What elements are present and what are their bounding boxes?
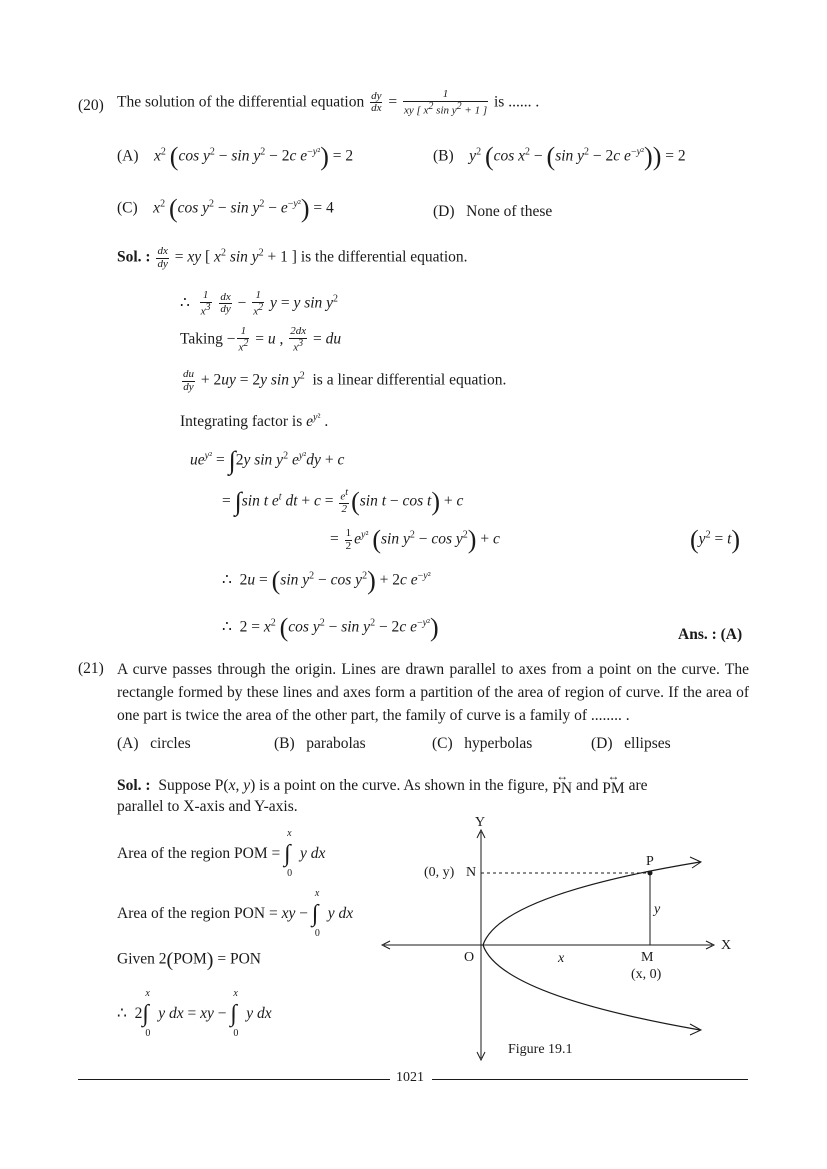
label-n-coord: (0, y) <box>424 865 455 880</box>
q21-given: Given 2(POM) = PON <box>117 949 261 971</box>
label-x-axis: X <box>721 938 732 953</box>
label-y-axis: Y <box>475 815 486 830</box>
q20-sol-line10: ∴ $2 = x^2$ (cos $y^2 - \sin y^2 - 2c$ $e^{-y^2}$) <box>222 613 439 642</box>
q20-option-b: (B) $y^2$ (cos $x^2 - (\sin$ $y^2 - 2c$ $e^{-y^2})) = 2$ <box>433 142 686 171</box>
q21-stem: A curve passes through the origin. Lines are drawn parallel to axes from a point on the curve. The rectangle formed by these lines and axes form a partition of the area of region of curve. If the area of one part is twice the area of the other part, the family of curve is a family of ........ . <box>117 661 749 724</box>
q20-substitution: $(y^2 = t)$ <box>690 525 741 554</box>
footer-rule-left <box>78 1079 390 1080</box>
q21-number: (21) <box>78 660 104 677</box>
footer-rule-right <box>432 1079 748 1080</box>
q20-option-d: (D) None of these <box>433 203 553 220</box>
q21-sol-line2: parallel to X-axis and Y-axis. <box>117 798 298 815</box>
q20-number: (20) <box>78 97 104 114</box>
page-number: 1021 <box>396 1070 424 1085</box>
q20-sol-line1: Sol. : $\frac{dx}{dy}$ = xy [ $x^2$ $\sin y^2 + 1$ ] is the differential equation. <box>117 245 468 270</box>
q20-stem: The solution of the differential equation $\frac{dy}{dx}$ = $\frac{1}{xy [ x^2 \sin y^2 + 1 ]}$ is ...... . <box>117 88 540 117</box>
q20-answer: Ans. : (A) <box>678 626 743 643</box>
parabola-curve <box>483 862 700 1030</box>
q21-option-a: (A) circles <box>117 735 191 752</box>
label-m: M <box>641 950 654 965</box>
q21-final: ∴ 2 x ∫ 0 y dx = xy − x ∫ 0 y dx <box>117 988 272 1039</box>
label-n: N <box>466 865 477 880</box>
label-y: y <box>654 902 661 917</box>
point-p <box>648 871 653 876</box>
q20-sol-line9: ∴ 2u = (sin $y^2 - \cos y^2) + 2c$ $e^{-y^2}$ <box>222 566 431 595</box>
q20-sol-line5: Integrating factor is $e^{y^2}$ . <box>180 412 329 431</box>
q21-option-b: (B) parabolas <box>274 735 366 752</box>
q20-option-a: (A) $x^2$ (cos $y^2 - \sin y^2 - 2c$ $e^{-y^2}) = 2$ <box>117 142 354 171</box>
label-m-coord: (x, 0) <box>631 967 662 982</box>
q21-area-pom: Area of the region POM = x ∫ 0 y dx <box>117 828 326 879</box>
q20-sol-line6: $ue^{y^2} = \int 2y$ $\sin y^2$ $e^{y^2}dy + c$ <box>190 446 345 475</box>
q20-sol-line7: = ∫sin t $e^t$ dt + c = $\frac{e^t}{2}$ (sin t − cos t) + c <box>222 486 464 516</box>
q21-option-c: (C) hyperbolas <box>432 735 533 752</box>
q20-sol-line8: = $\frac{1}{2}$ $e^{y^2}$ (sin $y^2 - \cos y^2) + c$ <box>330 525 500 554</box>
q21-sol-line1: Sol. : Suppose P(x, y) is a point on the curve. As shown in the figure, ↔ PN and ↔ PM are <box>117 769 648 797</box>
q21-area-pon: Area of the region PON = xy − x ∫ 0 y dx <box>117 888 354 939</box>
label-x: x <box>558 951 565 966</box>
label-o: O <box>464 950 475 965</box>
q21-option-d: (D) ellipses <box>591 735 671 752</box>
q20-sol-line4: $\frac{du}{dy}$ + 2uy = 2y $\sin y^2$ is a linear differential equation. <box>183 368 507 393</box>
q20-sol-line3: Taking − $\frac{1}{x^2}$ = u , $\frac{2dx}{x^3}$ = du <box>180 325 342 354</box>
figure-caption: Figure 19.1 <box>508 1042 573 1057</box>
q20-option-c: (C) $x^2$ (cos $y^2 - \sin y^2 - e^{-y^2}) = 4$ <box>117 194 334 223</box>
label-p: P <box>646 854 654 869</box>
q20-sol-line2: ∴ $\frac{1}{x^3}$ $\frac{dx}{dy}$ − $\frac{1}{x^2}$ y = y $\sin y^2$ <box>180 289 339 318</box>
